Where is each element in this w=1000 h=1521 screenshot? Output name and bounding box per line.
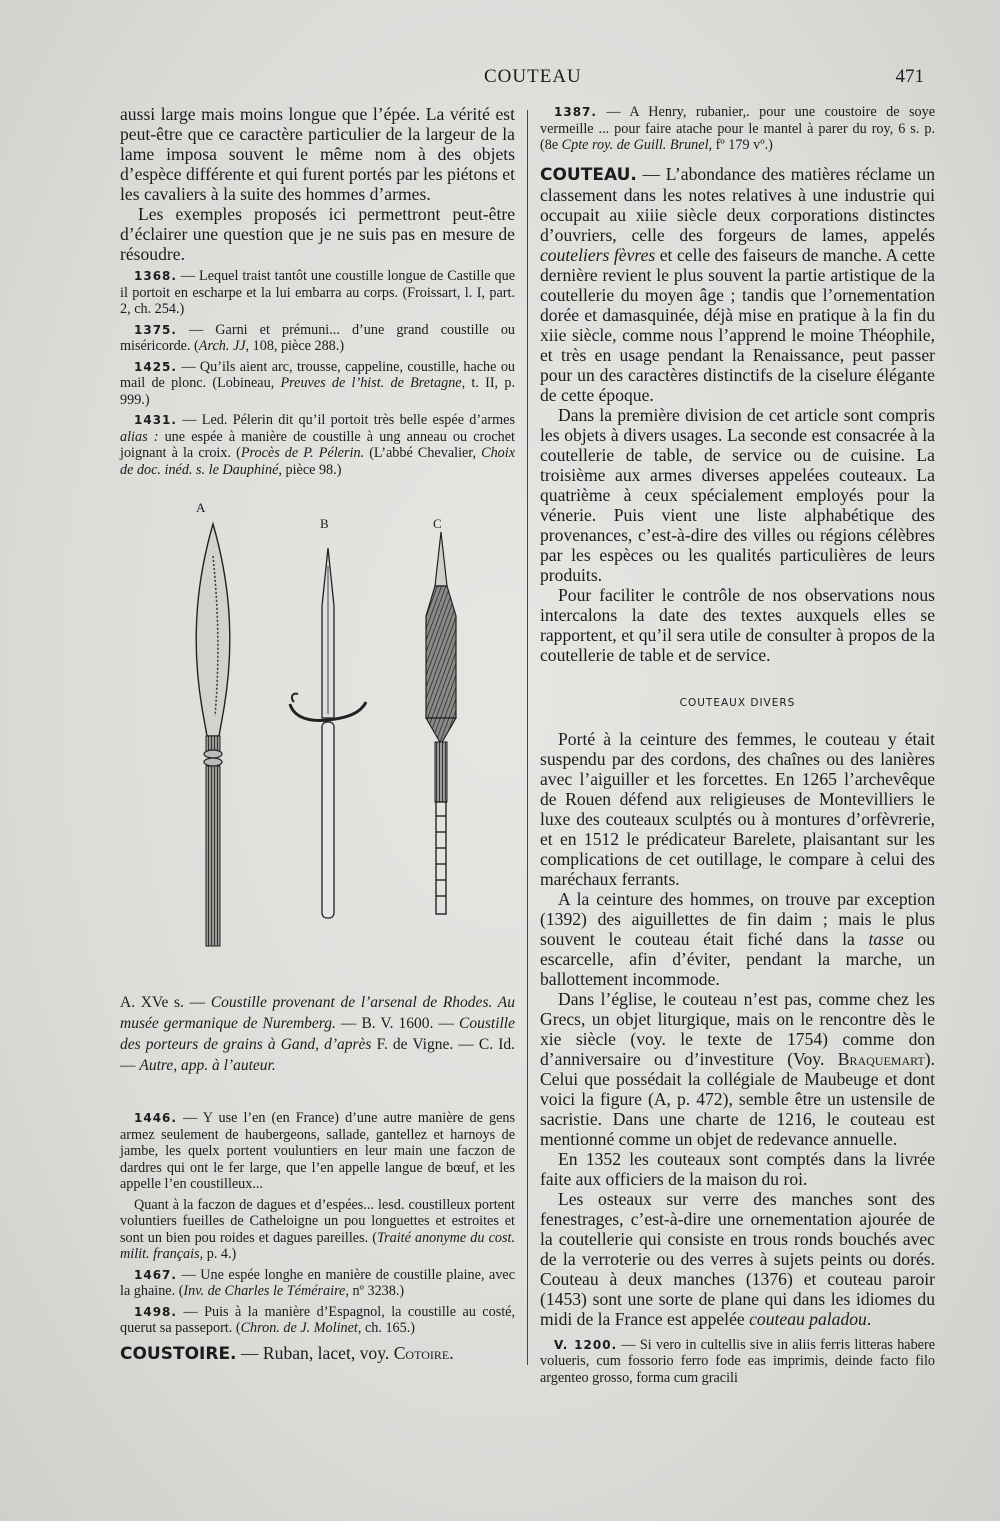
paragraph-text: .: [866, 1308, 872, 1329]
intro-paragraph: aussi large mais moins longue que l’épée. La vérité est peut-être que ce caractère particulier de la largeur de la lame imposa souvent le même nom à des objets d’espèce différente et qui furent portés par les piétons et les cavaliers à la suite des hommes d’armes.: [120, 104, 515, 204]
section-heading: COUTEAUX DIVERS: [679, 696, 796, 709]
citation-1425: [120, 359, 515, 409]
column-divider: [527, 110, 528, 1365]
citation-year: 1425.: [134, 359, 177, 374]
citation-year: 1431.: [134, 413, 177, 427]
paragraph-italic: tasse: [868, 928, 904, 949]
coustille-illustration: [120, 486, 515, 956]
paragraph-ceinture-femmes: Porté à la ceinture des femmes, le couteau y était suspendu par des cordons, des chaînes ou des lanières avec l’aiguiller et les forcettes. En 1265 l’archevêque de Rouen défend aux religieuses de Montevilliers le luxe des couteaux sculptés ou à montures d’orfèvrerie, et en 1512 le prédicateur Barelete, plaisantant sur les complications de cet outillage, le compare à celui des maréchaux ferrants.: [540, 728, 935, 889]
running-head: COUTEAU: [484, 66, 582, 87]
citation-1387: [540, 104, 935, 154]
headword: COUTEAU.: [540, 164, 637, 185]
citation-v1200: [540, 1337, 935, 1387]
figure-label-a: A: [196, 500, 206, 515]
citation-source: Chron. de J. Molinet: [240, 1320, 358, 1336]
paragraph-divisions: Dans la première division de cet article sont compris les objets à divers usages. La seconde est consacrée à la coutellerie de table, de service ou de cuisine. La troisième aux armes diverses appelées couteaux. La quatrième à ceux spécialement employés pour la vénerie. Puis vient une liste alphabétique des provenances, c’est-à-dire des villes ou régions célèbres par les espèces ou les qualités particulières de leurs produits.: [540, 404, 935, 585]
headword: COUSTOIRE.: [120, 1343, 237, 1364]
citation-source: Inv. de Charles le Téméraire: [183, 1283, 346, 1299]
citation-text: , pièce 98.): [278, 461, 342, 478]
intro-paragraph-2: Les exemples proposés ici permettront peut-être d’éclairer une question que je ne suis pas en mesure de résoudre.: [120, 204, 515, 264]
citation-text: Quant à la faczon de dagues et d’espées... lesd. coustilleux portent voluntiers fueilles de Catheloigne un pou longuettes et estroites et sont un bien pou roides et dagues pareilles. (: [120, 1196, 515, 1246]
citation-text: , ch. 165.): [357, 1320, 415, 1336]
caption-italic: Autre, app. à l’auteur.: [139, 1057, 276, 1074]
coustille-a-drawing: [196, 524, 230, 946]
entry-couteau: [540, 164, 935, 405]
left-column: [120, 104, 515, 1364]
right-column: [540, 104, 935, 1386]
citation-text: — A Henry, rubanier,. pour une coustoire de soye vermeille ... pour faire atache pour le mantel à parer du roy, 6 s. p. (8e: [540, 104, 936, 153]
citation-year: 1446.: [134, 1111, 177, 1125]
paragraph-text: Dans l’église, le couteau n’est pas, comme chez les Grecs, un objet liturgique, mais on le rencontre dès le xie siècle (voy. le texte de 1754) comme don d’anniversaire ou d’investiture (Voy.: [540, 988, 935, 1069]
citation-italic: alias :: [120, 428, 159, 445]
citation-1368: [120, 268, 515, 318]
citation-text: — Y use l’en (en France) d’une autre manière de gens armez seulement de haubergeons, sallade, gantellez et harnoys de jambe, les quelx portent vouluntiers en leur main une faczon de dardres qui ont le fer large, que l’en appelle langue de bœuf, et les appelle l’en coustilleux...: [120, 1110, 515, 1192]
caption-italic: Coustille des porteurs de grains à Gand, d’après: [120, 1015, 515, 1053]
citation-1467: [120, 1267, 515, 1300]
entry-italic: couteliers fèvres: [540, 244, 656, 265]
citation-year: 1467.: [134, 1267, 177, 1282]
citation-text: , t. II, p. 999.): [120, 375, 515, 408]
citation-text: une espée à manière de coustille à ung anneau ou crochet joignant à la croix. (: [120, 428, 515, 461]
coustille-c-drawing: [426, 532, 456, 914]
coustille-figure: [120, 486, 515, 986]
entry-text: — Ruban, lacet, voy.: [236, 1342, 394, 1363]
caption-part: A. XVe s. —: [120, 994, 211, 1011]
caption-part: — B. V. 1600. —: [335, 1015, 460, 1032]
citation-text: , fº 179 vº.): [708, 137, 773, 153]
entry-text: et celle des faiseurs de manche. A cette dernière revient le plus souvent la partie artistique de la coutellerie du moyen âge ; tandis que l’ornementation dorée et damasquinée, déjà mise en pratique à la fin du xiie siècle, comme nous l’apprend le moine Théophile, et très en usage pendant la Renaissance, peut passer pour un des caractères distinctifs de la ciselure élégante de cette époque.: [540, 244, 936, 405]
cross-reference: Cotoire.: [393, 1342, 454, 1363]
citation-source: Procès de P. Pélerin.: [240, 445, 365, 461]
citation-source: Arch. JJ: [198, 338, 246, 354]
entry-text: — L’abondance des matières réclame un classement dans les notes relatives à une industrie qui occupait au xiiie siècle deux corporations distinctes d’ouvriers, celle des forgeurs de lames, appelés: [540, 163, 935, 245]
paragraph-eglise: [540, 989, 935, 1149]
citation-year: 1498.: [134, 1304, 177, 1319]
paragraph-italic: couteau paladou: [749, 1308, 867, 1329]
paragraph-text: A la ceinture des hommes, on trouve par exception (1392) des aiguillettes de fin daim ; mais le plus souvent le couteau était fiché dans la: [540, 888, 935, 949]
citation-text: (L’abbé Chevalier,: [364, 445, 482, 461]
figure-label-b: B: [320, 516, 329, 531]
paragraph-osteaux: [540, 1189, 935, 1329]
citation-source: Cpte roy. de Guill. Brunel: [561, 137, 709, 153]
caption-part: F. de Vigne. — C. Id. —: [120, 1036, 515, 1074]
citation-year: 1375.: [134, 322, 177, 337]
paragraph-ceinture-hommes: [540, 889, 935, 989]
citation-text: , nº 3238.): [345, 1283, 405, 1299]
cross-reference: Braquemart: [837, 1048, 925, 1069]
citation-text: — Garni et prémuni... d’une grand coustille ou miséricorde. (: [120, 321, 516, 354]
coustille-b-drawing: [290, 548, 366, 918]
page-number: 471: [895, 66, 924, 87]
citation-text: — Si vero in cultellis sive in aliis ferris litteras habere volueris, cum fossorio ferro fode eas imprimis, deinde facto filo argenteo grosso, forma cum gracili: [540, 1336, 936, 1386]
figure-caption: [120, 992, 515, 1076]
citation-year: 1368.: [134, 269, 177, 283]
paragraph-dates: Pour faciliter le contrôle de nos observations nous intercalons la date des textes auxquels elles se rapportent, et qu’il sera utile de consulter à propos de la coutellerie de table et de service.: [540, 584, 935, 665]
citation-1431: [120, 412, 515, 478]
citation-1498: [120, 1304, 515, 1337]
citation-source: Choix de doc. inéd. s. le Dauphiné: [120, 445, 515, 478]
citation-year: 1387.: [554, 105, 597, 119]
citation-1446: [120, 1110, 515, 1193]
citation-1375: [120, 322, 515, 355]
paragraph-livree: En 1352 les couteaux sont comptés dans la livrée faite aux officiers de la maison du roi.: [540, 1148, 935, 1189]
citation-text: — Lequel traist tantôt une coustille longue de Castille que il portoit en escharpe et la lui embarra au corps. (Froissart, l. I, part. 2, ch. 254.): [120, 268, 515, 317]
citation-source: Traité anonyme du cost. milit. français: [120, 1229, 515, 1262]
entry-coustoire: [120, 1343, 515, 1364]
citation-source: Preuves de l’hist. de Bretagne: [280, 375, 462, 391]
citation-1446-cont: [120, 1197, 515, 1263]
citation-text: , p. 4.): [199, 1246, 237, 1262]
citation-year: V. 1200.: [554, 1337, 618, 1352]
paragraph-text: ou escarcelle, afin d’éviter, pendant la marche, un ballottement incommode.: [540, 928, 935, 989]
paragraph-text: ). Celui que possédait la collégiale de Maubeuge et dont voici la figure (A, p. 472), semble être un ustensile de sacristie. Dans une charte de 1216, le couteau est mentionné comme un objet de redevance annuelle.: [540, 1048, 935, 1149]
figure-label-c: C: [433, 516, 442, 531]
paragraph-text: Les osteaux sur verre des manches sont des fenestrages, c’est-à-dire une ornementation ajourée de la coutellerie qui consiste en trous ronds bouchés avec de la verroterie ou des verres à sujets peints ou dorés. Couteau à deux manches (1376) et couteau paroir (1453) sont une sorte de plane qui dans les idiomes du midi de la France est appelée: [540, 1188, 935, 1329]
citation-text: — Led. Pélerin dit qu’il portoit très belle espée d’armes: [182, 412, 516, 428]
citation-text: , 108, pièce 288.): [245, 338, 345, 354]
citation-text: — Puis à la manière d’Espagnol, la coustille au costé, querut sa passeport. (: [120, 1303, 516, 1336]
caption-italic: Coustille provenant de l’arsenal de Rhodes. Au musée germanique de Nuremberg.: [120, 994, 515, 1032]
citation-text: — Qu’ils aient arc, trousse, cappeline, coustille, hache ou mail de plonc. (Lobineau,: [120, 358, 516, 391]
citation-text: — Une espée longhe en manière de coustille plaine, avec la ghaine. (: [120, 1266, 516, 1299]
